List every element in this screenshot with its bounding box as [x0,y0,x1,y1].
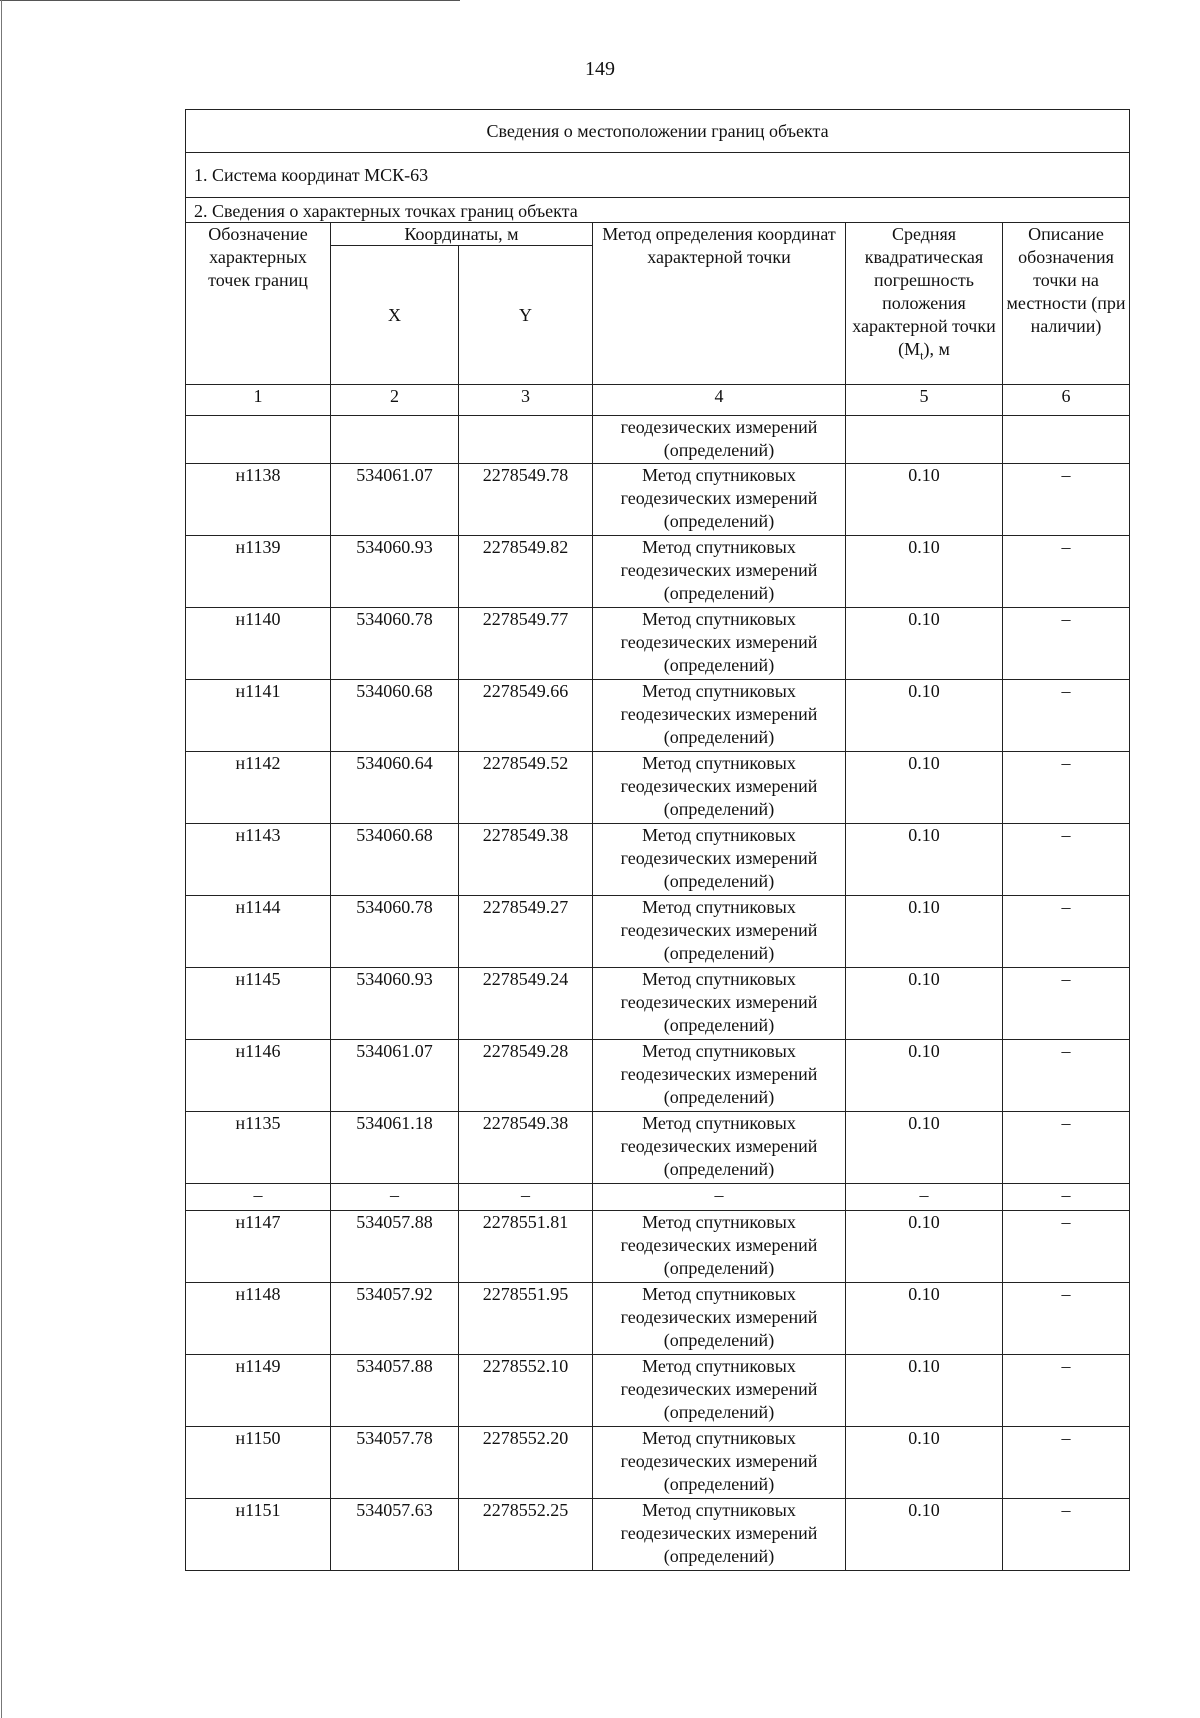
coord-y: 2278552.10 [459,1355,593,1427]
table-row [186,608,1130,680]
header-coordinates: Координаты, м [331,223,593,246]
continuation-cell [331,416,459,464]
method: Метод спутниковых геодезических измерений (определений) [593,1112,846,1184]
mean-error: 0.10 [846,1427,1003,1499]
mean-error: 0.10 [846,824,1003,896]
col-number-6: 6 [1003,385,1130,416]
point-id: н1142 [186,752,331,824]
coord-y: 2278549.27 [459,896,593,968]
mean-error: 0.10 [846,1040,1003,1112]
description: – [1003,1355,1130,1427]
col-number-1: 1 [186,385,331,416]
dash-cell: – [846,1184,1003,1211]
separator-row [186,1184,1130,1211]
coord-x: 534060.68 [331,680,459,752]
header-mean-error-unit: ), м [923,339,950,359]
header-y: Y [459,246,593,385]
coord-x: 534061.18 [331,1112,459,1184]
method: Метод спутниковых геодезических измерений (определений) [593,896,846,968]
coord-x: 534061.07 [331,1040,459,1112]
coord-x: 534061.07 [331,464,459,536]
mean-error: 0.10 [846,1283,1003,1355]
point-id: н1144 [186,896,331,968]
dash-cell: – [1003,1184,1130,1211]
point-id: н1141 [186,680,331,752]
header-x: X [331,246,459,385]
mean-error: 0.10 [846,608,1003,680]
coord-x: 534057.88 [331,1355,459,1427]
table-row [186,464,1130,536]
table-row [186,536,1130,608]
point-id: н1146 [186,1040,331,1112]
dash-cell: – [593,1184,846,1211]
coord-y: 2278549.52 [459,752,593,824]
coord-x: 534060.93 [331,968,459,1040]
table-row [186,752,1130,824]
method: Метод спутниковых геодезических измерений (определений) [593,1499,846,1571]
scan-left-edge [1,0,2,1718]
continuation-cell [846,416,1003,464]
point-id: н1138 [186,464,331,536]
method: Метод спутниковых геодезических измерений (определений) [593,1040,846,1112]
coord-x: 534060.64 [331,752,459,824]
point-id: н1140 [186,608,331,680]
table-row [186,1427,1130,1499]
coordinate-system: 1. Система координат МСК-63 [186,153,1130,198]
mean-error: 0.10 [846,1112,1003,1184]
description: – [1003,1112,1130,1184]
section-heading: 2. Сведения о характерных точках границ объекта [186,198,1130,223]
method: Метод спутниковых геодезических измерений (определений) [593,968,846,1040]
table-row [186,1499,1130,1571]
point-id: н1150 [186,1427,331,1499]
coord-x: 534060.78 [331,608,459,680]
point-id: н1151 [186,1499,331,1571]
point-id: н1135 [186,1112,331,1184]
description: – [1003,1283,1130,1355]
coord-y: 2278549.38 [459,824,593,896]
table-row [186,968,1130,1040]
mean-error: 0.10 [846,968,1003,1040]
description: – [1003,1499,1130,1571]
coord-x: 534057.78 [331,1427,459,1499]
point-id: н1145 [186,968,331,1040]
col-number-4: 4 [593,385,846,416]
table-row [186,1283,1130,1355]
point-id: н1149 [186,1355,331,1427]
dash-cell: – [331,1184,459,1211]
dash-cell: – [186,1184,331,1211]
continuation-method: геодезических измерений (определений) [593,416,846,464]
method: Метод спутниковых геодезических измерений (определений) [593,1355,846,1427]
description: – [1003,1211,1130,1283]
table-row [186,1112,1130,1184]
coord-y: 2278549.38 [459,1112,593,1184]
description: – [1003,1040,1130,1112]
table-row [186,1040,1130,1112]
coord-x: 534060.93 [331,536,459,608]
dash-cell: – [459,1184,593,1211]
method: Метод спутниковых геодезических измерений (определений) [593,752,846,824]
continuation-cell [186,416,331,464]
header-method: Метод определения координат характерной точки [593,223,846,385]
coord-y: 2278551.81 [459,1211,593,1283]
coord-y: 2278551.95 [459,1283,593,1355]
coord-y: 2278552.20 [459,1427,593,1499]
description: – [1003,536,1130,608]
method: Метод спутниковых геодезических измерений (определений) [593,824,846,896]
col-number-2: 2 [331,385,459,416]
method: Метод спутниковых геодезических измерений (определений) [593,1211,846,1283]
point-id: н1143 [186,824,331,896]
description: – [1003,608,1130,680]
point-id: н1147 [186,1211,331,1283]
mean-error: 0.10 [846,896,1003,968]
col-number-5: 5 [846,385,1003,416]
header-mean-error-text: Средняя квадратическая погрешность положения характерной точки (M [852,224,996,359]
table-row [186,824,1130,896]
header-mean-error-subscript: t [920,348,924,363]
method: Метод спутниковых геодезических измерений (определений) [593,1283,846,1355]
table-title: Сведения о местоположении границ объекта [186,110,1130,153]
method: Метод спутниковых геодезических измерений (определений) [593,680,846,752]
mean-error: 0.10 [846,680,1003,752]
coord-y: 2278552.25 [459,1499,593,1571]
table-row [186,1211,1130,1283]
header-description: Описание обозначения точки на местности (при наличии) [1003,223,1130,385]
coord-x: 534060.68 [331,824,459,896]
coord-y: 2278549.77 [459,608,593,680]
method: Метод спутниковых геодезических измерений (определений) [593,536,846,608]
scan-edge-line [0,0,460,1]
coord-x: 534057.88 [331,1211,459,1283]
description: – [1003,680,1130,752]
point-id: н1139 [186,536,331,608]
continuation-cell [1003,416,1130,464]
table-row [186,680,1130,752]
boundary-points-table [185,109,1130,1571]
method: Метод спутниковых геодезических измерений (определений) [593,608,846,680]
mean-error: 0.10 [846,1211,1003,1283]
mean-error: 0.10 [846,1499,1003,1571]
table-row [186,896,1130,968]
description: – [1003,752,1130,824]
coord-y: 2278549.28 [459,1040,593,1112]
col-number-3: 3 [459,385,593,416]
mean-error: 0.10 [846,1355,1003,1427]
coord-x: 534057.63 [331,1499,459,1571]
coord-y: 2278549.24 [459,968,593,1040]
method: Метод спутниковых геодезических измерений (определений) [593,1427,846,1499]
coord-x: 534057.92 [331,1283,459,1355]
header-mean-error [846,223,1003,385]
coord-y: 2278549.78 [459,464,593,536]
mean-error: 0.10 [846,752,1003,824]
header-point-designation: Обозначение характерных точек границ [186,223,331,385]
coord-y: 2278549.82 [459,536,593,608]
point-id: н1148 [186,1283,331,1355]
coord-x: 534060.78 [331,896,459,968]
description: – [1003,1427,1130,1499]
mean-error: 0.10 [846,536,1003,608]
description: – [1003,968,1130,1040]
mean-error: 0.10 [846,464,1003,536]
method: Метод спутниковых геодезических измерений (определений) [593,464,846,536]
continuation-cell [459,416,593,464]
description: – [1003,896,1130,968]
description: – [1003,824,1130,896]
page-number: 149 [585,58,615,80]
description: – [1003,464,1130,536]
coord-y: 2278549.66 [459,680,593,752]
table-row [186,1355,1130,1427]
